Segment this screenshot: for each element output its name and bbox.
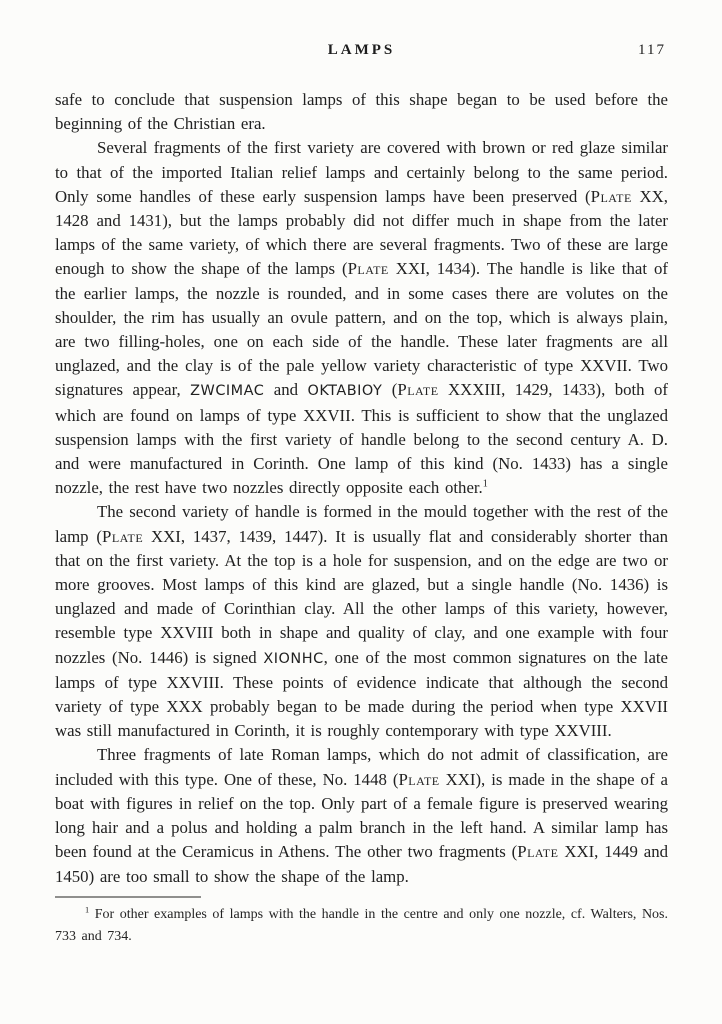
paragraph: Three fragments of late Roman lamps, which do not admit of classification, are included with this type. One of these, No. 1448 (Plate XXI), is made in the shape of a boat with figures in relief on the top. Only part of a female figure is preserved wearing long hair and a polus and holding a palm branch in the left hand. A similar lamp has been found at the Ceramicus in Athens. The other two fragments (Plate XXI, 1449 and 1450) are too small to show the shape of the lamp. (55, 745, 668, 886)
paragraph-continuation: safe to conclude that suspension lamps of this shape began to be used before the beginning of the Christian era. (55, 90, 668, 134)
page-body (55, 88, 668, 889)
page-title: LAMPS (327, 42, 396, 58)
footnote: $^1$ For other examples of lamps with the handle in the centre and only one nozzle, cf. Walters, Nos. 733 and 734. (55, 905, 668, 944)
page-number: 117 (638, 42, 666, 58)
paragraph: Several fragments of the first variety are covered with brown or red glaze similar to that of the imported Italian relief lamps and certainly belong to the same period. Only some handles of these early suspension lamps have been preserved (Plate XX, 1428 and 1431), but the lamps probably did not differ much in shape from the later lamps of the same variety, of which there are several fragments. Two of these are large enough to show the shape of the lamps (Plate XXI, 1434). The handle is like that of the earlier lamps, the nozzle is rounded, and in some cases there are volutes on the shoulder, the rim has usually an ovule pattern, and on the top, which is always plain, are two filling-holes, one on each side of the handle. These later fragments are all unglazed, and the clay is of the pale yellow variety characteristic of type XXVII. Two signatures appear, ZWCIMAC and OKTABIOY (Plate XXXIII, 1429, 1433), both of which are found on lamps of type XXVII. This is sufficient to show that the unglazed suspension lamps with the first variety of handle belong to the second century A. D. and were manufactured in Corinth. One lamp of this kind (No. 1433) has a single nozzle, the rest have two nozzles directly opposite each other.$^1$ (55, 138, 668, 498)
paragraph: The second variety of handle is formed in the mould together with the rest of the lamp (Plate XXI, 1437, 1439, 1447). It is usually flat and considerably shorter than that on the first variety. At the top is a hole for suspension, and on the edge are two or more grooves. Most lamps of this kind are glazed, but a single handle (No. 1436) is unglazed and made of Corinthian clay. All the other lamps of this variety, however, resemble type XXVIII both in shape and quality of clay, and one example with four nozzles (No. 1446) is signed XIONHC, one of the most common signatures on the late lamps of type XXVIII. These points of evidence indicate that although the second variety of type XXX probably began to be made during the period when type XXVII was still manufactured in Corinth, it is roughly contemporary with type XXVIII. (55, 502, 668, 741)
footnote-area (55, 896, 668, 948)
footnote-separator (55, 896, 201, 898)
page-header (55, 42, 668, 64)
